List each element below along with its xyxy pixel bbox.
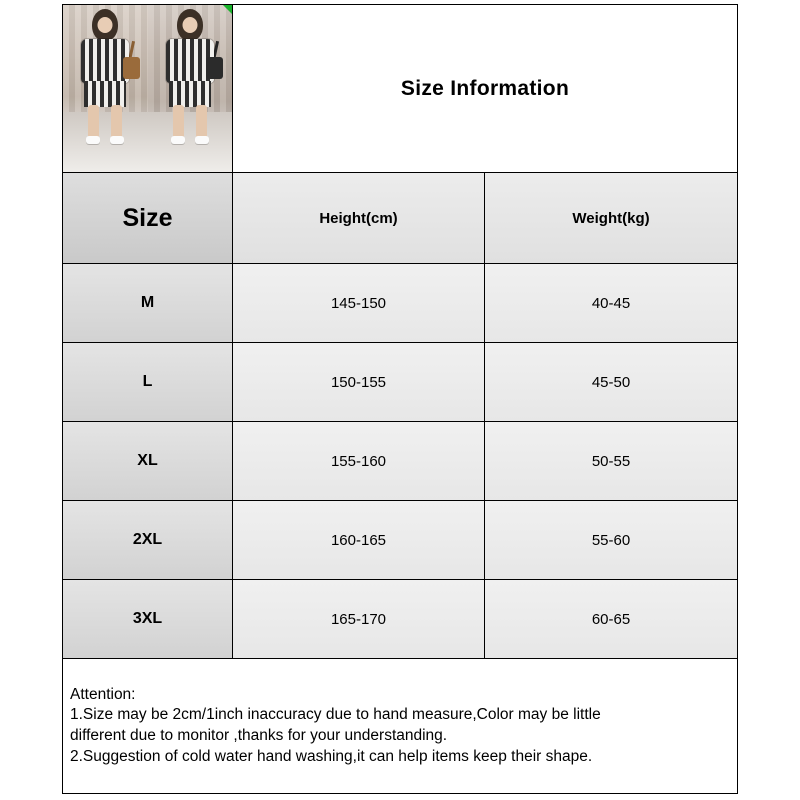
column-header-weight bbox=[485, 173, 737, 263]
cell-height-label: 165-170 bbox=[330, 610, 387, 628]
cell-weight-label: 60-65 bbox=[591, 610, 631, 628]
photo-floor bbox=[148, 112, 233, 172]
cell-height bbox=[233, 422, 485, 500]
model-shoe-right bbox=[110, 136, 124, 144]
cell-height bbox=[233, 343, 485, 421]
column-header-size-label: Size bbox=[122, 203, 173, 232]
column-header-height bbox=[233, 173, 485, 263]
cell-size-label: XL bbox=[137, 452, 158, 469]
cell-height bbox=[233, 264, 485, 342]
cell-weight-label: 50-55 bbox=[591, 452, 631, 470]
cell-height-label: 150-155 bbox=[330, 373, 387, 391]
photo-floor bbox=[63, 112, 148, 172]
cell-size bbox=[63, 264, 233, 342]
model-face bbox=[98, 17, 113, 33]
cell-size-label: M bbox=[140, 294, 155, 311]
product-photo-cell bbox=[63, 5, 233, 172]
table-row bbox=[63, 264, 737, 343]
cell-height-label: 155-160 bbox=[330, 452, 387, 470]
title-cell bbox=[233, 5, 737, 172]
table-row bbox=[63, 580, 737, 659]
cell-weight bbox=[485, 264, 737, 342]
striped-shorts bbox=[84, 81, 126, 107]
attention-heading: Attention: bbox=[70, 685, 136, 703]
handbag bbox=[123, 57, 140, 79]
attention-line-2: different due to monitor ,thanks for your understanding. bbox=[70, 727, 448, 744]
cell-height-label: 145-150 bbox=[330, 294, 387, 312]
chart-header-row bbox=[63, 5, 737, 173]
attention-block bbox=[63, 679, 737, 793]
cell-size bbox=[63, 343, 233, 421]
cell-size bbox=[63, 501, 233, 579]
attention-line-1: 1.Size may be 2cm/1inch inaccuracy due to hand measure,Color may be little bbox=[70, 706, 601, 724]
cell-weight bbox=[485, 422, 737, 500]
cell-weight-label: 45-50 bbox=[591, 373, 631, 391]
attention-line-3: 2.Suggestion of cold water hand washing,it can help items keep their shape. bbox=[70, 747, 593, 765]
cell-weight bbox=[485, 343, 737, 421]
green-corner-marker bbox=[223, 5, 232, 14]
cell-size-label: L bbox=[142, 373, 153, 390]
cell-weight-label: 40-45 bbox=[591, 294, 631, 312]
cell-height-label: 160-165 bbox=[330, 531, 387, 549]
cell-weight-label: 55-60 bbox=[591, 531, 631, 549]
product-photo-right bbox=[148, 5, 233, 172]
model-leg-right bbox=[111, 105, 122, 139]
model-shoe-right bbox=[195, 136, 209, 144]
cell-height bbox=[233, 580, 485, 658]
cell-size bbox=[63, 580, 233, 658]
model-leg-right bbox=[196, 105, 207, 139]
model-leg-left bbox=[88, 105, 99, 139]
cell-weight bbox=[485, 580, 737, 658]
product-photo-left bbox=[63, 5, 148, 172]
table-header-row bbox=[63, 173, 737, 264]
column-header-height-label: Height(cm) bbox=[319, 209, 398, 227]
model-leg-left bbox=[173, 105, 184, 139]
cell-size bbox=[63, 422, 233, 500]
cell-size-label: 2XL bbox=[132, 531, 163, 548]
table-row bbox=[63, 343, 737, 422]
table-row bbox=[63, 501, 737, 580]
size-chart bbox=[62, 4, 738, 794]
striped-shorts bbox=[169, 81, 211, 107]
handbag bbox=[206, 57, 223, 79]
column-header-weight-label: Weight(kg) bbox=[572, 209, 650, 227]
model-shoe-left bbox=[171, 136, 185, 144]
size-table bbox=[63, 173, 737, 679]
model-shoe-left bbox=[86, 136, 100, 144]
table-row bbox=[63, 422, 737, 501]
cell-weight bbox=[485, 501, 737, 579]
column-header-size bbox=[63, 173, 233, 263]
model-face bbox=[182, 17, 197, 33]
cell-height bbox=[233, 501, 485, 579]
cell-size-label: 3XL bbox=[132, 610, 163, 627]
page-title: Size Information bbox=[400, 76, 570, 100]
